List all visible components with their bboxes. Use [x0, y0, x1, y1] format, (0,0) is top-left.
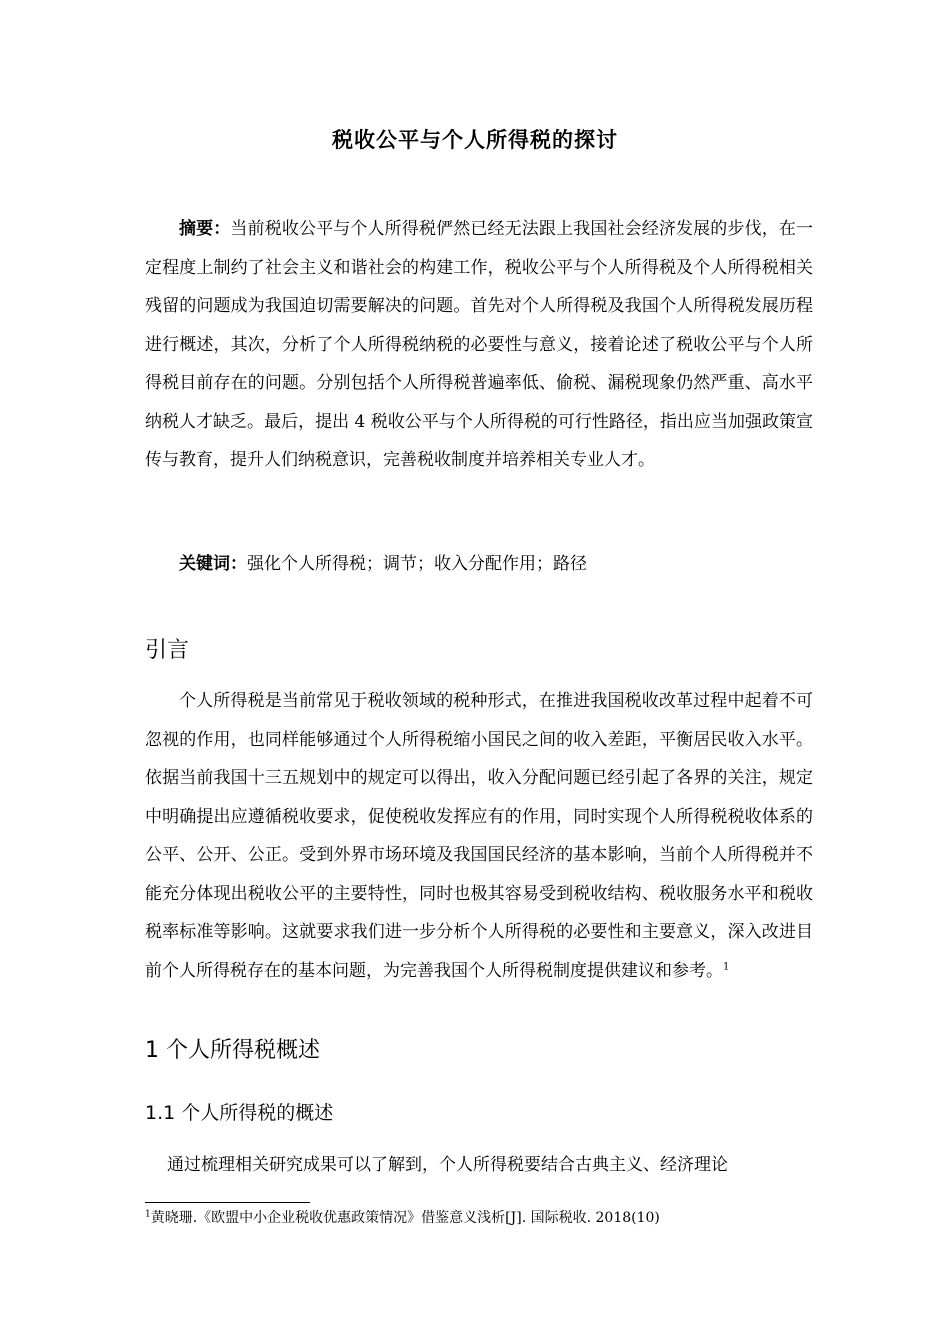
section-1-1-paragraph — [145, 1146, 813, 1185]
footnote-text: 黄晓珊.《欧盟中小企业税收优惠政策情况》借鉴意义浅析[J]. 国际税收. 2018(10) — [150, 1210, 660, 1226]
keywords-paragraph — [145, 545, 813, 584]
intro-heading: 引言 — [145, 638, 190, 663]
section-1-1-text: 通过梳理相关研究成果可以了解到，个人所得税要结合古典主义、经济理论 — [167, 1155, 728, 1175]
footnote-mark: 1 — [145, 1209, 151, 1220]
intro-text: 个人所得税是当前常见于税收领域的税种形式，在推进我国税收改革过程中起着不可忽视的作用，也同样能够通过个人所得税缩小国民之间的收入差距，平衡居民收入水平。依据当前我国十三五规划中的规定可以得出，收入分配问题已经引起了各界的关注，规定中明确提出应遵循税收要求，促使税收发挥应有的作用，同时实现个人所得税税收体系的公平、公开、公正。受到外界市场环境及我国国民经济的基本影响，当前个人所得税并不能充分体现出税收公平的主要特性，同时也极其容易受到税收结构、税收服务水平和税收税率标准等影响。这就要求我们进一步分析个人所得税的必要性和主要意义，深入改进目前个人所得税存在的基本问题，为完善我国个人所得税制度提供建议和参考。 — [145, 691, 813, 981]
abstract-label: 摘要： — [179, 219, 231, 239]
section-1-heading: 1 个人所得税概述 — [145, 1038, 320, 1063]
intro-paragraph — [145, 682, 813, 990]
section-1-1-heading: 1.1 个人所得税的概述 — [145, 1102, 334, 1124]
paper-title: 税收公平与个人所得税的探讨 — [332, 128, 618, 152]
abstract-paragraph — [145, 210, 813, 480]
abstract-text: 当前税收公平与个人所得税俨然已经无法跟上我国社会经济发展的步伐，在一定程度上制约了社会主义和谐社会的构建工作，税收公平与个人所得税及个人所得税相关残留的问题成为我国迫切需要解决的问题。首先对个人所得税及我国个人所得税发展历程进行概述，其次，分析了个人所得税纳税的必要性与意义，接着论述了税收公平与个人所得税目前存在的问题。分别包括个人所得税普遍率低、偷税、漏税现象仍然严重、高水平纳税人才缺乏。最后，提出 4 税收公平与个人所得税的可行性路径，指出应当加强政策宣传与教育，提升人们纳税意识，完善税收制度并培养相关专业人才。 — [145, 219, 814, 470]
footnote — [145, 1208, 660, 1228]
keywords-label: 关键词： — [179, 554, 247, 574]
footnote-divider — [145, 1202, 310, 1203]
footnote-reference[interactable]: 1 — [723, 960, 730, 972]
keywords-text: 强化个人所得税；调节；收入分配作用；路径 — [247, 554, 587, 574]
